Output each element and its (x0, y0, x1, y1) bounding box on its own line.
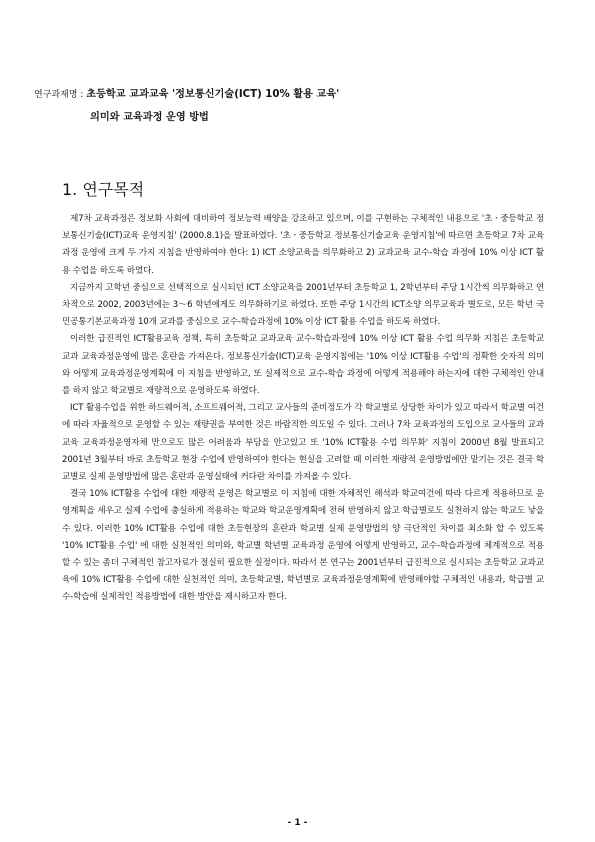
research-title-line1 (34, 88, 574, 102)
paragraph-3: 이러한 급진적인 ICT활용교육 정책, 특히 초등학교 교과교육 교수-학습과정에 10% 이상 ICT 활용 수업 의무화 지침은 초등학교 교과 교육과정운영에 많은 혼란을 가져온다. 정보통신기술(ICT)교육 운영지침에는 '10% 이상 ICT활용 수업'의 정확한 숫자적 의미와 어떻게 교육과정운영계획에 이 지침을 반영하고, 또 실제적으로 교수-학습 과정에 어떻게 적용해야 하는지에 대한 구체적인 안내를 하지 않고 학교별로 재량적으로 운영하도록 하였다. (62, 334, 544, 397)
paragraph-2: 지금까지 고학년 중심으로 선택적으로 실시되던 ICT 소양교육을 2001년부터 초등학교 1, 2학년부터 주당 1시간씩 의무화하고 연차적으로 2002, 2003년에는 3～6 학년에게도 의무화하기로 하였다. 또한 주당 1시간의 ICT소양 의무교육과 별도로, 모든 학년 국민공통기본교육과정 10개 교과를 중심으로 교수-학습과정에 10% 이상 ICT 활용 수업을 하도록 하였다. (62, 282, 544, 328)
paragraph-4: ICT 활용수업을 위한 하드웨어적, 소프트웨어적, 그리고 교사들의 준비정도가 각 학교별로 상당한 차이가 있고 따라서 학교별 여건에 따라 자율적으로 운영할 수 있는 재량권을 부여한 것은 바람직한 의도일 수 있다. 그러나 7차 교육과정의 도입으로 교사들의 교과교육 교육과정운영자체 만으로도 많은 어려움과 부담을 안고있고 또 '10% ICT활용 수업 의무화' 지침이 2000년 8월 발표되고 2001년 3월부터 바로 초등학교 현장 수업에 반영하여야 한다는 현실을 고려할 때 이러한 재량적 운영방법에만 맡기는 것은 결국 학교별로 실제 운영방법에 많은 혼란과 운영실태에 커다란 차이를 가져올 수 있다. (62, 403, 544, 483)
paragraph-5: 결국 10% ICT활용 수업에 대한 재량적 운영은 학교별로 이 지침에 대한 자체적인 해석과 학교여건에 따라 다르게 적용하므로 운영계획을 세우고 실제 수업에 충실하게 적용하는 학교와 학교운영계획에 전혀 반영하지 않고 학급별로도 실천하지 않는 학교도 낳을 수 있다. 이러한 10% ICT활용 수업에 대한 초등현장의 혼란과 학교별 실제 운영방법의 양 극단적인 차이를 최소화 할 수 있도록 '10% ICT활용 수업' 에 대한 실천적인 의미와, 학교별 학년별 교육과정 운영에 어떻게 반영하고, 교수-학습과정에 체계적으로 적용할 수 있는 좀더 구체적인 참고자료가 절실히 필요한 실정이다. 따라서 본 연구는 2001년부터 급진적으로 실시되는 초등학교 교과교육에 10% ICT활용 수업에 대한 실천적인 의미, 초등학교별, 학년별로 교육과정운영계획에 반영해야할 구체적인 내용과, 학급별 교수-학습에 실제적인 적용방법에 대한 방안을 제시하고자 한다. (62, 489, 544, 603)
research-title-text: 초등학교 교과교육 '정보통신기술(ICT) 10% 활용 교육' (86, 89, 340, 100)
research-title (34, 88, 574, 124)
research-title-line2: 의미와 교육과정 운영 방법 (90, 112, 209, 123)
page-number: - 1 - (287, 818, 308, 828)
section-heading: 1. 연구목적 (62, 180, 145, 199)
research-title-label: 연구과제명 : (34, 90, 87, 100)
paragraph-1: 제7차 교육과정은 정보화 사회에 대비하여 정보능력 배양을 강조하고 있으며, 이를 구현하는 구체적인 내용으로 '초ㆍ중등학교 정보통신기술(ICT)교육 운영지침' (2000.8.1)을 발표하였다. '초ㆍ중등학교 정보통신기술교육 운영지침'에 따르면 초등학교 7차 교육과정 운영에 크게 두 가지 지침을 반영하여야 한다: 1) ICT 소양교육을 의무화하고 2) 교과교육 교수-학습 과정에 10% 이상 ICT 활용 수업을 하도록 하였다. (62, 214, 544, 276)
body-text (62, 211, 544, 607)
